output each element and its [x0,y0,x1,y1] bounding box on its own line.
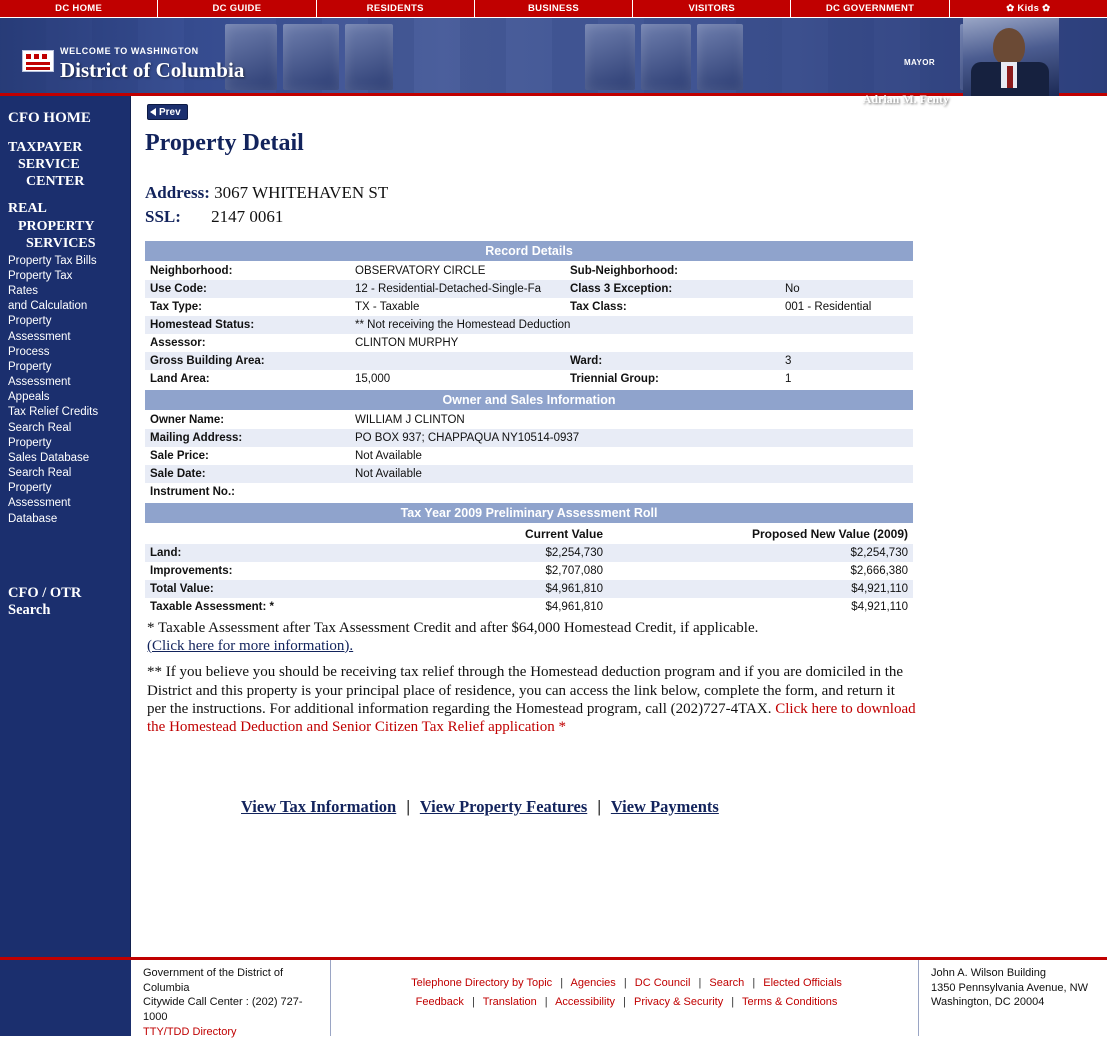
sidebar-heading-real-property-services[interactable] [8,200,124,251]
terms-conditions-link[interactable]: Terms & Conditions [742,995,838,1008]
ptr-l2: Rates [8,285,39,298]
value-improvements-current: $2,707,080 [545,565,603,577]
site-banner [0,18,1107,106]
value-assessor: CLINTON MURPHY [355,337,459,349]
srpad-l1: Search Real [8,467,72,480]
footer-building-name: John A. Wilson Building [931,967,1046,979]
pap-l1: Property [8,315,52,328]
value-mailing-address: PO BOX 937; CHAPPAQUA NY10514-0937 [355,432,580,444]
sidebar-item-property-tax-bills[interactable] [8,254,124,269]
cfo-otr-search-line-1: CFO / OTR [8,584,82,601]
footer-sep: | [544,995,548,1008]
footer-sep: | [623,977,627,989]
pap-l2: Assessment [8,330,71,343]
paa-l3: Appeals [8,391,50,404]
banner-face-4 [585,24,635,90]
footer-city-state-zip: Washington, DC 20004 [931,996,1045,1009]
value-land-proposed: $2,254,730 [850,547,908,559]
label-use-code: Use Code: [150,283,207,295]
label-land: Land: [150,547,182,559]
table-row [145,447,913,465]
footer-left-column [131,960,331,1036]
value-land-area: 15,000 [355,373,391,385]
prev-button[interactable] [147,104,188,120]
tsc-line-3: CENTER [26,174,85,190]
tsc-line-2: SERVICE [18,157,80,173]
srpad-l4: Database [8,512,58,525]
value-homestead-status: ** Not receiving the Homestead Deduction [355,319,571,331]
record-details-header-row [145,241,913,262]
tsc-line-1: TAXPAYER [8,140,83,156]
assessment-heading: Tax Year 2009 Preliminary Assessment Roll [145,503,913,524]
sidebar-item-property-assessment-appeals[interactable] [8,360,124,406]
pap-l3: Process [8,345,50,358]
footer-links-row-1 [343,976,910,991]
srpad-l3: Assessment [8,497,71,510]
value-class-3-exception: No [785,283,800,295]
banner-face-5 [641,24,691,90]
label-tax-type: Tax Type: [150,301,202,313]
view-tax-information-link[interactable]: View Tax Information [241,796,397,816]
value-taxable-current: $4,961,810 [545,601,603,613]
footnote-taxable-assessment [147,620,917,655]
topnav-item-dc-government[interactable]: DC GOVERNMENT [791,0,949,17]
owner-sales-header-row [145,390,913,411]
dc-flag-icon [22,50,54,72]
table-row [145,298,913,316]
main-content [131,96,1107,975]
banner-site-name: District of Columbia [60,58,245,82]
sidebar-item-cfo-home-label: CFO HOME [8,110,91,126]
bottom-link-separator-2: | [597,796,602,816]
label-taxable-assessment: Taxable Assessment: * [150,601,275,613]
address-value: 3067 WHITEHAVEN ST [214,183,389,202]
label-tax-class: Tax Class: [570,301,627,313]
mayor-photo-tie [1007,66,1013,88]
footer-sep: | [471,995,475,1008]
label-sale-price: Sale Price: [150,450,209,462]
footer-sep: | [623,995,626,1008]
footer-gov-name: Government of the District of Columbia [143,967,283,994]
value-owner-name: WILLIAM J CLINTON [355,414,465,426]
prev-button-label: Prev [159,106,181,118]
footer-street-address: 1350 Pennsylvania Avenue, NW [931,981,1088,994]
label-triennial-group: Triennial Group: [570,373,659,385]
top-navigation-bar [0,0,1107,18]
cfo-otr-search-line-2: Search [8,602,51,619]
label-ward: Ward: [570,355,603,367]
sidebar-item-search-real-property-sales-database[interactable] [8,421,124,467]
table-row [145,544,913,562]
value-ward: 3 [785,355,792,367]
assessment-roll-table [145,503,913,616]
ptr-l1: Property Tax [8,269,73,282]
label-land-area: Land Area: [150,373,210,385]
label-owner-name: Owner Name: [150,414,225,426]
topnav-item-visitors[interactable]: VISITORS [633,0,791,17]
bottom-link-bar [241,797,1099,817]
topnav-item-business[interactable]: BUSINESS [475,0,633,17]
value-improvements-proposed: $2,666,380 [850,565,908,577]
banner-welcome-text: WELCOME TO WASHINGTON [60,46,199,56]
mayor-photo [963,18,1059,96]
privacy-security-link[interactable]: Privacy & Security [633,995,724,1008]
rps-line-3: SERVICES [26,235,96,251]
table-row [145,370,913,388]
srpsd-l1: Search Real [8,421,72,434]
page-body [0,96,1107,975]
view-payments-link[interactable]: View Payments [610,796,719,816]
owner-sales-table [145,390,913,501]
sidebar-item-search-real-property-assessment-database[interactable] [8,466,124,527]
topnav-item-kids[interactable]: ✿ Kids ✿ [950,0,1107,17]
sidebar-item-tax-relief-credits[interactable] [8,405,124,420]
footer-sep: | [560,977,564,989]
assessment-col-blank [145,524,373,545]
value-tax-class: 001 - Residential [785,301,872,313]
value-sale-price: Not Available [355,450,422,462]
footer-sidebar-spacer [0,957,131,1036]
more-information-link[interactable]: (Click here for more information). [147,637,354,654]
mayor-name: Adrian M. Fenty [862,92,949,106]
topnav-item-dc-home[interactable]: DC HOME [0,0,158,17]
table-row [145,598,913,616]
rps-line-2: PROPERTY [18,218,95,234]
table-row [145,429,913,447]
value-total-current: $4,961,810 [545,583,603,595]
ptr-l3: and Calculation [8,300,88,313]
homestead-application-download-link[interactable]: Click here to download the Homestead Deduction and Senior Citizen Tax Relief application * [147,700,916,736]
topnav-item-dc-guide[interactable]: DC GUIDE [158,0,316,17]
sidebar [0,96,131,975]
translation-link[interactable]: Translation [482,995,537,1008]
label-total-value: Total Value: [150,583,214,595]
footnote-homestead [147,663,917,736]
table-row [145,334,913,352]
value-total-proposed: $4,921,110 [851,583,908,595]
footer-call-center: Citywide Call Center : (202) 727-1000 [143,996,303,1023]
label-class-3-exception: Class 3 Exception: [570,283,673,295]
banner-face-3 [345,24,393,90]
table-row [145,262,913,281]
label-improvements: Improvements: [150,565,233,577]
value-taxable-proposed: $4,921,110 [851,601,908,613]
table-row [145,465,913,483]
value-sub-neighborhood [780,262,913,281]
table-row [145,411,913,430]
telephone-directory-by-topic-link[interactable]: Telephone Directory by Topic [411,977,553,989]
page-title: Property Detail [145,130,304,156]
footer-right-column [919,960,1107,1036]
value-triennial-group: 1 [785,373,792,385]
value-neighborhood: OBSERVATORY CIRCLE [355,265,486,277]
elected-officials-link[interactable]: Elected Officials [763,977,842,989]
owner-sales-heading: Owner and Sales Information [145,390,913,411]
table-row [145,280,913,298]
assessment-header-row [145,503,913,524]
accessibility-link[interactable]: Accessibility [555,995,615,1008]
table-row [145,352,913,370]
footnote-2-text: ** If you believe you should be receiving tax relief through the Homestead deduction program and if you are domiciled in the District and this property is your principal place of residence, you can access the link below, complete the form, and return it per the instructions. For additional information regarding the Homestead program, call (202)727-4TAX. [147,664,904,717]
table-row [145,483,913,501]
value-tax-type: TX - Taxable [355,301,420,313]
footnote-1-text: * Taxable Assessment after Tax Assessment Credit and after $64,000 Homestead Credit, if applicable. [147,620,759,636]
address-row [145,183,1099,203]
sidebar-item-property-tax-rates[interactable] [8,269,124,315]
label-sub-neighborhood: Sub-Neighborhood: [570,265,678,277]
record-details-heading: Record Details [145,241,913,262]
address-label: Address: [145,183,210,202]
feedback-link[interactable]: Feedback [415,995,464,1008]
footer-links-row-2 [343,995,910,1010]
label-mailing-address: Mailing Address: [150,432,243,444]
sidebar-item-property-assessment-process[interactable] [8,314,124,360]
table-row [145,316,913,334]
trc-l1: Tax Relief Credits [8,406,99,419]
table-row [145,562,913,580]
mayor-label: MAYOR [903,58,935,67]
sidebar-heading-taxpayer-service-center[interactable] [8,139,124,190]
value-instrument-no [350,483,913,501]
label-gross-building-area: Gross Building Area: [150,355,265,367]
label-homestead-status: Homestead Status: [150,319,255,331]
paa-l2: Assessment [8,376,71,389]
value-land-current: $2,254,730 [545,547,603,559]
record-details-table [145,241,913,388]
label-instrument-no: Instrument No.: [150,486,235,498]
rps-line-1: REAL [8,201,47,217]
footer-sep: | [752,977,756,989]
label-sale-date: Sale Date: [150,468,206,480]
arrow-left-icon [150,108,156,116]
agencies-link[interactable]: Agencies [570,977,616,989]
sidebar-item-property-tax-bills-label: Property Tax Bills [8,254,97,267]
sidebar-item-cfo-otr-search[interactable] [8,585,124,620]
site-footer [0,957,1107,1036]
ssl-label: SSL: [145,207,181,226]
footer-sep: | [731,995,735,1008]
label-assessor: Assessor: [150,337,206,349]
footer-sep: | [698,977,702,989]
mayor-photo-head [993,28,1025,66]
banner-face-2 [283,24,339,90]
value-sale-date: Not Available [355,468,422,480]
value-use-code: 12 - Residential-Detached-Single-Fa [355,283,542,295]
footer-links-column [331,960,919,1036]
table-row [145,580,913,598]
tty-tdd-directory-link[interactable]: TTY/TDD Directory [143,1025,237,1038]
value-gross-building-area [350,352,565,370]
srpad-l2: Property [8,482,52,495]
topnav-item-residents[interactable]: RESIDENTS [317,0,475,17]
sidebar-item-cfo-home[interactable] [8,110,124,127]
view-property-features-link[interactable]: View Property Features [419,796,588,816]
assessment-col-current-value: Current Value [524,527,603,541]
assessment-column-header-row [145,524,913,545]
paa-l1: Property [8,360,52,373]
srpsd-l2: Property [8,436,52,449]
srpsd-l3: Sales Database [8,451,90,464]
ssl-row [145,207,1099,227]
assessment-col-proposed-value: Proposed New Value (2009) [751,527,908,541]
bottom-link-separator-1: | [406,796,411,816]
banner-face-6 [697,24,743,90]
dc-council-link[interactable]: DC Council [634,977,691,989]
search-link[interactable]: Search [709,977,745,989]
label-neighborhood: Neighborhood: [150,265,233,277]
ssl-value: 2147 0061 [211,207,284,226]
